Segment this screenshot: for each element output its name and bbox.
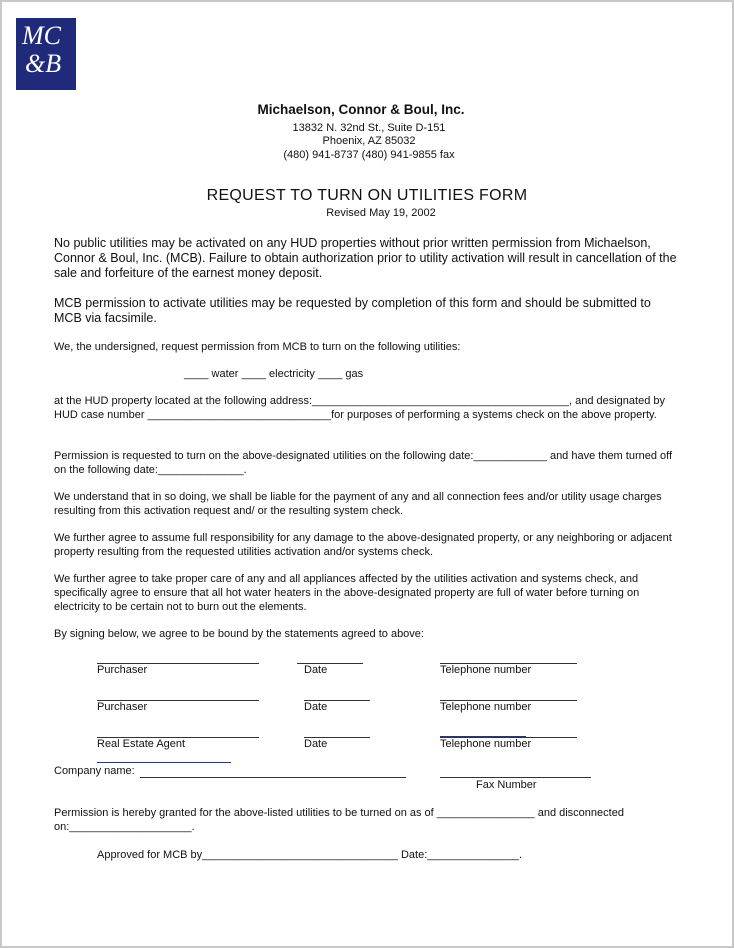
agent-extra-line	[97, 762, 231, 763]
permission-paragraph: MCB permission to activate utilities may be requested by completion of this form and should be submitted to MCB via facsimile.	[54, 296, 651, 325]
form-title: REQUEST TO TURN ON UTILITIES FORM	[206, 187, 528, 204]
company-name-line[interactable]	[140, 777, 406, 778]
phone3-label: Telephone number	[440, 738, 532, 750]
agent-label: Real Estate Agent	[97, 738, 186, 750]
request-paragraph: We, the undersigned, request permission from MCB to turn on the following utilities:	[54, 341, 461, 353]
date1-label: Date	[304, 664, 328, 676]
company-street: 13832 N. 32nd St., Suite D-151	[292, 122, 446, 134]
care-paragraph: We further agree to take proper care of any and all appliances affected by the utilities activation and systems check, and specifically agree to ensure that all hot water heaters in the above-designated property are full of water before turning on electricity to be certain not to burn out the elements.	[54, 573, 640, 613]
phone3-highlight-line	[440, 736, 526, 737]
fax-number-line[interactable]	[440, 777, 591, 778]
purchaser1-label: Purchaser	[97, 664, 148, 676]
approved-line: Approved for MCB by________________________________ Date:_______________.	[97, 849, 523, 861]
fax-number-label: Fax Number	[476, 779, 537, 791]
revised-date: Revised May 19, 2002	[326, 207, 436, 219]
company-phone: (480) 941-8737 (480) 941-9855 fax	[283, 149, 455, 161]
signing-paragraph: By signing below, we agree to be bound by the statements agreed to above:	[54, 628, 424, 640]
dates-paragraph: Permission is requested to turn on the above-designated utilities on the following date:____________ and have them turned off on the following date:______________.	[54, 450, 673, 476]
purchaser2-label: Purchaser	[97, 701, 148, 713]
phone2-label: Telephone number	[440, 701, 532, 713]
logo-line-1: MC	[22, 21, 61, 50]
company-name: Michaelson, Connor & Boul, Inc.	[257, 102, 465, 117]
date3-label: Date	[304, 738, 328, 750]
damage-paragraph: We further agree to assume full responsibility for any damage to the above-designated property, or any neighboring or adjacent property resulting from the requested utilities activation and/or systems check.	[54, 532, 672, 558]
intro-paragraph: No public utilities may be activated on any HUD properties without prior written permission from Michaelson, Connor & Boul, Inc. (MCB). Failure to obtain authorization prior to utility activation will result in cancellation of the sale and forfeiture of the earnest money deposit.	[54, 236, 677, 280]
date2-label: Date	[304, 701, 328, 713]
company-city: Phoenix, AZ 85032	[322, 135, 416, 147]
address-paragraph: at the HUD property located at the following address:__________________________________________, and designated by HUD case number ______________________________for purposes of performing a systems check on the above property.	[54, 395, 665, 421]
liability-paragraph: We understand that in so doing, we shall be liable for the payment of any and all connection fees and/or utility usage charges resulting from this activation request and/ or the resulting system check.	[54, 491, 662, 517]
mcb-logo	[16, 18, 76, 90]
logo-line-2: &B	[25, 49, 62, 78]
granted-paragraph: Permission is hereby granted for the above-listed utilities to be turned on as of ________________ and disconnected on:____________________.	[54, 807, 624, 833]
phone1-label: Telephone number	[440, 664, 532, 676]
utilities-options[interactable]: ____ water ____ electricity ____ gas	[184, 368, 364, 380]
company-name-label: Company name:	[54, 765, 135, 777]
